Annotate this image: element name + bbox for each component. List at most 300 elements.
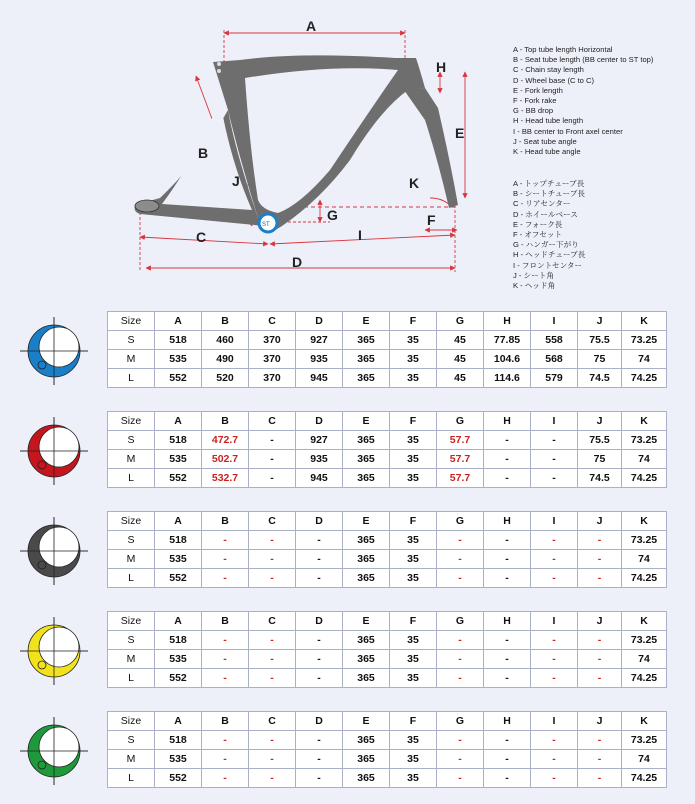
header-cell: Size — [108, 412, 155, 431]
table-cell: 114.6 — [484, 369, 531, 388]
table-cell: 73.25 — [622, 631, 667, 650]
table-row — [108, 669, 667, 688]
legend-item: A - Top tube length Horizontal — [513, 45, 613, 54]
table-cell: - — [202, 569, 249, 588]
table-cell: 35 — [390, 331, 437, 350]
header-cell: I — [531, 412, 578, 431]
label-B: B — [198, 145, 209, 161]
table-cell: - — [578, 569, 622, 588]
frame-color-badge — [18, 615, 90, 687]
table-cell: 35 — [390, 631, 437, 650]
header-cell: F — [390, 412, 437, 431]
table-cell: - — [249, 531, 296, 550]
table-cell: - — [437, 569, 484, 588]
table-cell: - — [578, 669, 622, 688]
table-cell: - — [202, 769, 249, 788]
table-cell: - — [202, 550, 249, 569]
table-cell: - — [484, 631, 531, 650]
header-cell: Size — [108, 612, 155, 631]
table-cell: 73.25 — [622, 531, 667, 550]
table-cell: 365 — [343, 731, 390, 750]
geometry-table — [107, 611, 667, 688]
table-cell: 472.7 — [202, 431, 249, 450]
legend-item: A - トップチューブ長 — [513, 179, 585, 188]
table-cell: 45 — [437, 369, 484, 388]
table-cell: - — [249, 550, 296, 569]
header-cell: J — [578, 512, 622, 531]
table-cell: 365 — [343, 450, 390, 469]
table-cell: - — [296, 631, 343, 650]
header-cell: D — [296, 712, 343, 731]
table-header-row — [108, 612, 667, 631]
header-cell: B — [202, 312, 249, 331]
frame-color-badge — [18, 415, 90, 487]
table-cell: 518 — [155, 631, 202, 650]
table-cell: - — [531, 631, 578, 650]
table-cell: 77.85 — [484, 331, 531, 350]
table-cell: - — [202, 531, 249, 550]
table-cell: 518 — [155, 431, 202, 450]
header-cell: C — [249, 512, 296, 531]
header-cell: C — [249, 612, 296, 631]
header-cell: C — [249, 412, 296, 431]
table-cell: 74.25 — [622, 669, 667, 688]
header-cell: H — [484, 312, 531, 331]
table-cell: 579 — [531, 369, 578, 388]
header-cell: E — [343, 412, 390, 431]
table-cell: - — [296, 769, 343, 788]
legend-item: C - Chain stay length — [513, 65, 584, 75]
table-cell: - — [484, 469, 531, 488]
table-cell: 490 — [202, 350, 249, 369]
header-cell: D — [296, 412, 343, 431]
table-cell: 74 — [622, 550, 667, 569]
table-cell: - — [484, 769, 531, 788]
header-cell: D — [296, 312, 343, 331]
table-cell: 35 — [390, 750, 437, 769]
table-cell: - — [249, 431, 296, 450]
header-cell: J — [578, 312, 622, 331]
table-cell: M — [108, 550, 155, 569]
header-cell: G — [437, 612, 484, 631]
legend-item: G - BB drop — [513, 106, 554, 116]
legend-item: F - Fork rake — [513, 96, 557, 106]
frame-color-badge — [18, 315, 90, 387]
table-cell: 552 — [155, 769, 202, 788]
table-cell: 74 — [622, 350, 667, 369]
legend-item: J - シート角 — [513, 270, 554, 280]
legend-item: D - ホイールベース — [513, 209, 578, 219]
table-cell: - — [437, 731, 484, 750]
table-cell: - — [202, 731, 249, 750]
table-cell: - — [578, 550, 622, 569]
header-cell: J — [578, 612, 622, 631]
header-cell: E — [343, 712, 390, 731]
table-cell: - — [249, 450, 296, 469]
header-cell: C — [249, 712, 296, 731]
table-cell: - — [437, 750, 484, 769]
table-cell: - — [296, 569, 343, 588]
label-ST: ST — [262, 222, 270, 228]
table-cell: - — [578, 631, 622, 650]
table-cell: 935 — [296, 350, 343, 369]
table-cell: - — [578, 650, 622, 669]
table-cell: 927 — [296, 331, 343, 350]
table-row — [108, 769, 667, 788]
header-cell: G — [437, 712, 484, 731]
table-cell: - — [578, 750, 622, 769]
table-row — [108, 750, 667, 769]
table-cell: 520 — [202, 369, 249, 388]
frame-shape — [135, 55, 458, 232]
header-cell: E — [343, 512, 390, 531]
table-cell: - — [249, 731, 296, 750]
header-cell: D — [296, 612, 343, 631]
table-cell: - — [202, 669, 249, 688]
table-cell: - — [531, 750, 578, 769]
table-cell: 35 — [390, 369, 437, 388]
table-cell: 45 — [437, 331, 484, 350]
table-cell: - — [578, 531, 622, 550]
header-cell: A — [155, 512, 202, 531]
table-cell: - — [296, 750, 343, 769]
header-cell: J — [578, 712, 622, 731]
table-cell: L — [108, 769, 155, 788]
table-cell: - — [578, 731, 622, 750]
table-cell: 365 — [343, 331, 390, 350]
table-cell: L — [108, 369, 155, 388]
table-cell: - — [437, 531, 484, 550]
header-cell: K — [622, 512, 667, 531]
table-cell: 502.7 — [202, 450, 249, 469]
table-cell: 927 — [296, 431, 343, 450]
table-cell: 365 — [343, 750, 390, 769]
table-cell: 35 — [390, 469, 437, 488]
table-cell: 74.5 — [578, 469, 622, 488]
table-row — [108, 450, 667, 469]
table-cell: 365 — [343, 550, 390, 569]
geometry-table — [107, 411, 667, 488]
legend-item: G - ハンガー下がり — [513, 240, 579, 250]
table-cell: 35 — [390, 569, 437, 588]
header-cell: H — [484, 412, 531, 431]
table-cell: 74 — [622, 450, 667, 469]
table-cell: 945 — [296, 469, 343, 488]
header-cell: H — [484, 512, 531, 531]
table-cell: 35 — [390, 550, 437, 569]
table-cell: 370 — [249, 369, 296, 388]
table-row — [108, 350, 667, 369]
table-cell: L — [108, 469, 155, 488]
table-cell: 57.7 — [437, 469, 484, 488]
table-cell: 35 — [390, 531, 437, 550]
table-cell: 552 — [155, 469, 202, 488]
header-cell: K — [622, 612, 667, 631]
table-cell: 75 — [578, 350, 622, 369]
table-cell: 75.5 — [578, 331, 622, 350]
header-cell: I — [531, 612, 578, 631]
table-cell: 365 — [343, 431, 390, 450]
table-row — [108, 431, 667, 450]
header-cell: J — [578, 412, 622, 431]
header-cell: I — [531, 712, 578, 731]
table-cell: S — [108, 631, 155, 650]
header-cell: G — [437, 412, 484, 431]
header-cell: G — [437, 512, 484, 531]
legend-item: I - BB center to Front axel center — [513, 126, 623, 136]
table-cell: 74 — [622, 650, 667, 669]
table-cell: 365 — [343, 650, 390, 669]
table-cell: 365 — [343, 350, 390, 369]
header-cell: Size — [108, 512, 155, 531]
table-cell: - — [484, 650, 531, 669]
table-cell: 535 — [155, 450, 202, 469]
table-cell: - — [531, 569, 578, 588]
header-cell: E — [343, 312, 390, 331]
table-row — [108, 550, 667, 569]
table-cell: - — [531, 769, 578, 788]
table-cell: 35 — [390, 769, 437, 788]
table-cell: - — [437, 631, 484, 650]
table-cell: - — [249, 469, 296, 488]
table-cell: - — [202, 750, 249, 769]
table-cell: 35 — [390, 350, 437, 369]
table-cell: - — [531, 431, 578, 450]
legend-japanese — [513, 179, 585, 291]
table-cell: - — [249, 769, 296, 788]
table-cell: - — [484, 450, 531, 469]
table-cell: - — [484, 569, 531, 588]
header-cell: B — [202, 712, 249, 731]
table-cell: 935 — [296, 450, 343, 469]
header-cell: A — [155, 312, 202, 331]
table-cell: 74 — [622, 750, 667, 769]
legend-item: E - Fork length — [513, 85, 563, 95]
header-cell: G — [437, 312, 484, 331]
table-cell: S — [108, 531, 155, 550]
table-cell: - — [296, 531, 343, 550]
table-cell: - — [202, 650, 249, 669]
table-cell: 552 — [155, 569, 202, 588]
header-cell: F — [390, 712, 437, 731]
table-cell: - — [531, 531, 578, 550]
table-cell: 532.7 — [202, 469, 249, 488]
table-cell: - — [531, 731, 578, 750]
label-A: A — [306, 18, 317, 34]
table-header-row — [108, 712, 667, 731]
table-cell: 460 — [202, 331, 249, 350]
label-F: F — [427, 212, 436, 228]
table-cell: 45 — [437, 350, 484, 369]
table-cell: 35 — [390, 650, 437, 669]
header-cell: I — [531, 312, 578, 331]
table-cell: M — [108, 350, 155, 369]
table-cell: - — [484, 550, 531, 569]
table-cell: - — [249, 569, 296, 588]
table-cell: - — [484, 431, 531, 450]
table-row — [108, 469, 667, 488]
table-header-row — [108, 512, 667, 531]
table-cell: 57.7 — [437, 450, 484, 469]
legend-item: H - Head tube length — [513, 116, 584, 126]
table-cell: - — [484, 731, 531, 750]
table-cell: 535 — [155, 550, 202, 569]
header-cell: E — [343, 612, 390, 631]
table-cell: 552 — [155, 369, 202, 388]
table-cell: 74.25 — [622, 769, 667, 788]
header-cell: A — [155, 712, 202, 731]
table-row — [108, 331, 667, 350]
table-cell: S — [108, 431, 155, 450]
table-cell: - — [531, 550, 578, 569]
table-cell: 365 — [343, 531, 390, 550]
header-cell: K — [622, 712, 667, 731]
table-row — [108, 531, 667, 550]
header-cell: F — [390, 612, 437, 631]
table-cell: 73.25 — [622, 731, 667, 750]
table-cell: - — [437, 650, 484, 669]
table-cell: 73.25 — [622, 331, 667, 350]
table-cell: - — [296, 650, 343, 669]
header-cell: H — [484, 612, 531, 631]
table-cell: 35 — [390, 431, 437, 450]
table-cell: - — [202, 631, 249, 650]
table-cell: 365 — [343, 369, 390, 388]
table-cell: S — [108, 331, 155, 350]
frame-color-badge — [18, 515, 90, 587]
header-cell: C — [249, 312, 296, 331]
table-row — [108, 631, 667, 650]
table-cell: M — [108, 450, 155, 469]
table-cell: - — [484, 750, 531, 769]
legend-item: K - ヘッド角 — [513, 281, 556, 291]
table-header-row — [108, 412, 667, 431]
legend-item: C - リアセンター — [513, 199, 571, 209]
table-cell: 73.25 — [622, 431, 667, 450]
table-cell: 370 — [249, 331, 296, 350]
table-cell: - — [296, 669, 343, 688]
table-cell: M — [108, 650, 155, 669]
table-cell: 74.25 — [622, 569, 667, 588]
table-cell: - — [437, 769, 484, 788]
table-cell: 75 — [578, 450, 622, 469]
table-cell: 535 — [155, 750, 202, 769]
legend-item: H - ヘッドチューブ長 — [513, 250, 586, 260]
header-cell: K — [622, 412, 667, 431]
table-cell: - — [296, 550, 343, 569]
header-cell: F — [390, 512, 437, 531]
table-cell: L — [108, 569, 155, 588]
table-header-row — [108, 312, 667, 331]
label-E: E — [455, 125, 465, 141]
table-cell: 370 — [249, 350, 296, 369]
table-cell: - — [531, 650, 578, 669]
table-cell: - — [249, 750, 296, 769]
header-cell: I — [531, 512, 578, 531]
table-cell: - — [531, 469, 578, 488]
table-row — [108, 650, 667, 669]
table-cell: 558 — [531, 331, 578, 350]
label-D: D — [292, 254, 303, 270]
table-cell: - — [578, 769, 622, 788]
header-cell: A — [155, 412, 202, 431]
table-cell: 35 — [390, 669, 437, 688]
table-cell: 104.6 — [484, 350, 531, 369]
header-cell: F — [390, 312, 437, 331]
table-cell: - — [531, 450, 578, 469]
legend-item: B - シートチューブ長 — [513, 189, 585, 199]
label-C: C — [196, 229, 207, 245]
table-cell: 57.7 — [437, 431, 484, 450]
header-cell: D — [296, 512, 343, 531]
table-cell: 568 — [531, 350, 578, 369]
table-cell: 535 — [155, 650, 202, 669]
table-cell: 518 — [155, 731, 202, 750]
table-row — [108, 369, 667, 388]
table-cell: 518 — [155, 531, 202, 550]
table-cell: 518 — [155, 331, 202, 350]
table-cell: - — [249, 650, 296, 669]
table-cell: - — [249, 631, 296, 650]
legend-item: E - フォーク長 — [513, 219, 563, 229]
header-cell: B — [202, 512, 249, 531]
label-H: H — [436, 59, 447, 75]
geometry-table — [107, 311, 667, 388]
table-cell: - — [437, 550, 484, 569]
label-K: K — [409, 175, 420, 191]
legend-item: K - Head tube angle — [513, 147, 581, 157]
geometry-table — [107, 511, 667, 588]
table-row — [108, 731, 667, 750]
table-cell: S — [108, 731, 155, 750]
table-cell: - — [437, 669, 484, 688]
table-cell: 535 — [155, 350, 202, 369]
label-J: J — [232, 173, 240, 189]
table-cell: 74.5 — [578, 369, 622, 388]
table-cell: 35 — [390, 450, 437, 469]
frame-color-badge — [18, 715, 90, 787]
table-cell: 74.25 — [622, 469, 667, 488]
table-cell: - — [531, 669, 578, 688]
legend-item: B - Seat tube length (BB center to ST top) — [513, 55, 654, 65]
table-cell: - — [296, 731, 343, 750]
table-cell: 74.25 — [622, 369, 667, 388]
table-cell: 365 — [343, 769, 390, 788]
table-cell: 365 — [343, 569, 390, 588]
geometry-table — [107, 711, 667, 788]
header-cell: Size — [108, 312, 155, 331]
table-cell: 365 — [343, 669, 390, 688]
legend-item: J - Seat tube angle — [513, 136, 577, 146]
table-cell: 365 — [343, 469, 390, 488]
table-cell: - — [249, 669, 296, 688]
legend-item: F - オフセット — [513, 230, 563, 240]
table-cell: 75.5 — [578, 431, 622, 450]
table-cell: 552 — [155, 669, 202, 688]
table-cell: L — [108, 669, 155, 688]
header-cell: H — [484, 712, 531, 731]
legend-item: D - Wheel base (C to C) — [513, 75, 595, 85]
table-cell: - — [484, 531, 531, 550]
header-cell: Size — [108, 712, 155, 731]
table-cell: 35 — [390, 731, 437, 750]
legend-english — [513, 45, 653, 157]
label-G: G — [327, 207, 338, 223]
table-cell: 365 — [343, 631, 390, 650]
header-cell: A — [155, 612, 202, 631]
header-cell: B — [202, 412, 249, 431]
header-cell: B — [202, 612, 249, 631]
